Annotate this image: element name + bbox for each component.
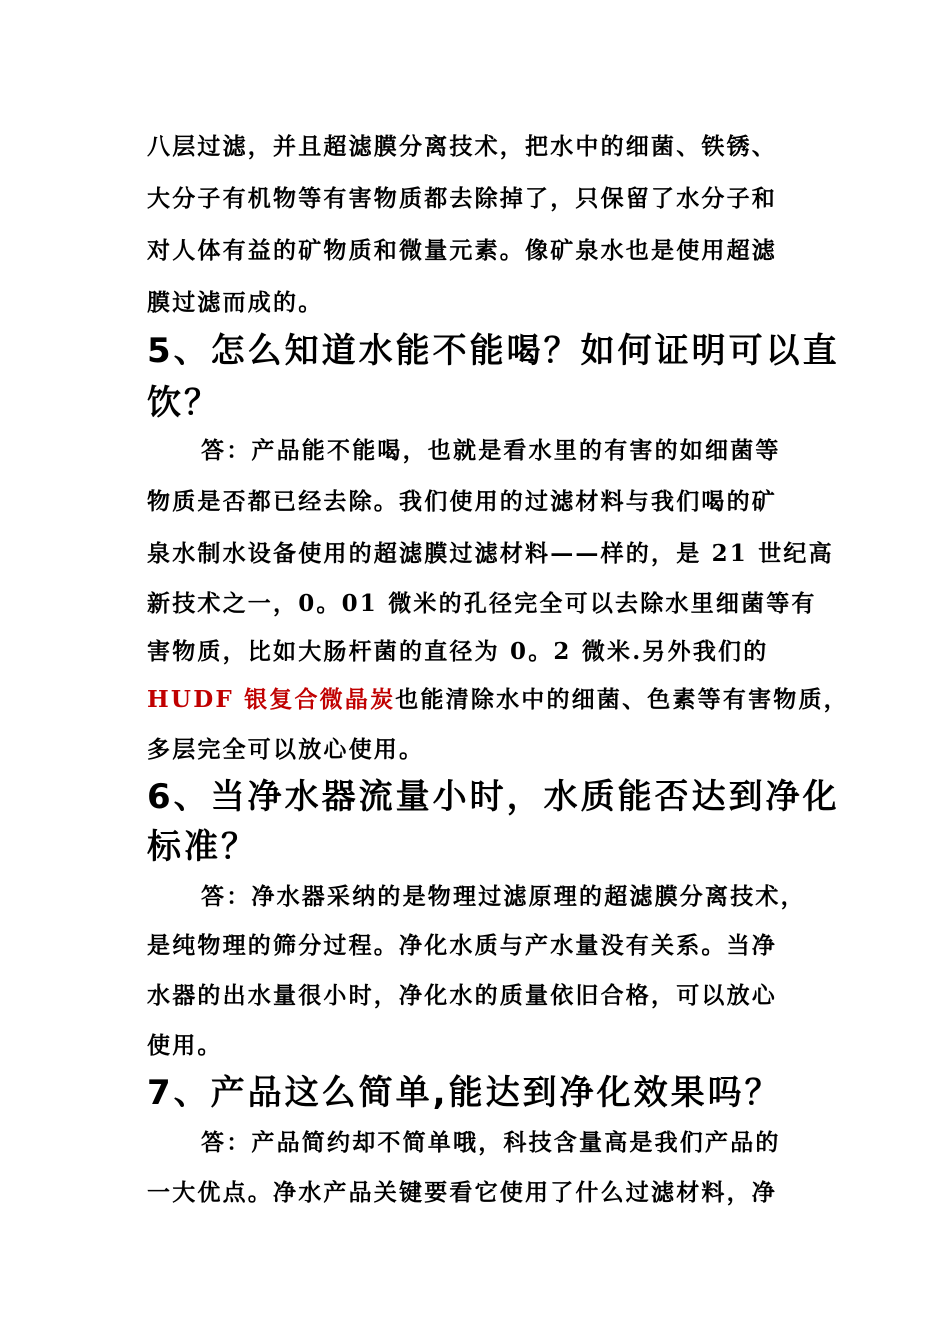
paragraph-line: 对人体有益的矿物质和微量元素。像矿泉水也是使用超滤 [147, 237, 777, 264]
question-7-heading: 7、产品这么简单,能达到净化效果吗？ [147, 1073, 782, 1113]
answer-6-line: 是纯物理的筛分过程。净化水质与产水量没有关系。当净 [147, 932, 777, 959]
question-5-heading: 5、怎么知道水能不能喝？如何证明可以直 [147, 331, 840, 371]
answer-5-line: 多层完全可以放心使用。 [147, 736, 425, 763]
answer-7-line: 一大优点。净水产品关键要看它使用了什么过滤材料，净 [147, 1179, 777, 1206]
question-6-heading-cont: 标准？ [147, 827, 258, 867]
answer-5-line: 答：产品能不能喝，也就是看水里的有害的如细菌等 [201, 437, 781, 464]
paragraph-line: 八层过滤，并且超滤膜分离技术，把水中的细菌、铁锈、 [147, 133, 777, 160]
question-5-heading-cont: 饮？ [147, 383, 221, 423]
answer-5-text: 也能清除水中的细菌、色素等有害物质， [395, 686, 849, 713]
answer-5-line: 害物质，比如大肠杆菌的直径为 0。2 微米.另外我们的 [147, 638, 769, 665]
paragraph-line: 大分子有机物等有害物质都去除掉了，只保留了水分子和 [147, 185, 777, 212]
answer-5-line: 泉水制水设备使用的超滤膜过滤材料——样的，是 21 世纪高 [147, 540, 834, 567]
answer-7-line: 答：产品简约却不简单哦，科技含量高是我们产品的 [201, 1129, 781, 1156]
answer-6-line: 水器的出水量很小时，净化水的质量依旧合格，可以放心 [147, 982, 777, 1009]
answer-6-line: 使用。 [147, 1032, 223, 1059]
answer-5-line: 物质是否都已经去除。我们使用的过滤材料与我们喝的矿 [147, 488, 777, 515]
product-name-highlight: HUDF 银复合微晶炭 [147, 686, 396, 713]
answer-5-line-highlight [147, 688, 849, 711]
question-6-heading: 6、当净水器流量小时，水质能否达到净化 [147, 777, 840, 817]
answer-6-line: 答：净水器采纳的是物理过滤原理的超滤膜分离技术， [201, 883, 806, 910]
paragraph-line: 膜过滤而成的。 [147, 289, 324, 316]
answer-5-line: 新技术之一，0。01 微米的孔径完全可以去除水里细菌等有 [147, 590, 817, 617]
